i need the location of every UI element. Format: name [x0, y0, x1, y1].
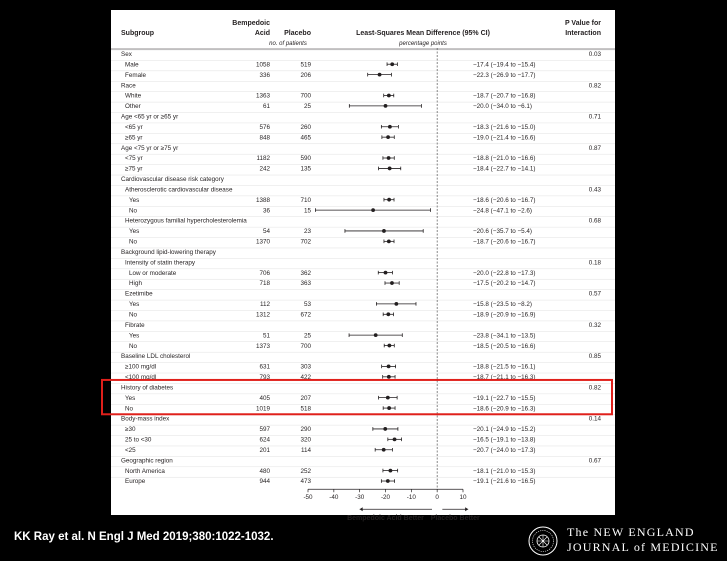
ci-text: −20.1 (−24.9 to −15.2) [473, 426, 536, 434]
estimate-mark [383, 312, 393, 316]
subgroup-row [111, 92, 615, 100]
subgroup-row [111, 300, 615, 308]
subgroup-row [111, 383, 615, 391]
bempedoic-count: 242 [259, 165, 270, 173]
subgroup-row [111, 248, 615, 256]
bempedoic-count: 61 [262, 103, 270, 111]
p-value: 0.85 [588, 353, 601, 361]
placebo-count: 519 [300, 61, 311, 69]
point-estimate [374, 333, 378, 337]
placebo-count: 290 [300, 426, 311, 434]
subgroup-row [111, 467, 615, 475]
point-estimate [387, 375, 391, 379]
subgroup-row [111, 81, 615, 89]
bempedoic-count: 1312 [255, 311, 270, 319]
subgroup-row [111, 363, 615, 371]
estimate-mark [384, 344, 394, 348]
subgroup-label: <75 yr [125, 155, 143, 163]
subgroup-row [111, 217, 615, 225]
placebo-count: 702 [300, 238, 311, 246]
highlight-box [102, 380, 612, 414]
ci-text: −18.7 (−20.6 to −16.7) [473, 238, 536, 246]
forest-plot-figure [111, 10, 615, 523]
journal-name-line2: JOURNAL of MEDICINE [567, 540, 719, 554]
ci-text: −18.8 (−21.0 to −16.6) [473, 155, 536, 163]
p-value: 0.82 [588, 82, 601, 90]
x-tick-label: 10 [459, 494, 467, 502]
ci-text: −20.6 (−35.7 to −5.4) [473, 228, 532, 236]
bempedoic-count: 1182 [256, 155, 270, 163]
subgroup-label: Other [125, 103, 141, 111]
ci-text: −20.0 (−22.8 to −17.3) [473, 269, 536, 277]
p-value: 0.67 [588, 457, 601, 465]
subgroup-label: White [125, 92, 142, 100]
point-estimate [388, 125, 392, 129]
estimate-mark [382, 365, 396, 369]
bempedoic-count: 576 [259, 123, 270, 131]
subgroup-row [111, 290, 615, 298]
subgroup-row [111, 185, 615, 193]
subgroup-label: <100 mg/dl [125, 374, 157, 382]
subgroup-row [111, 113, 615, 121]
subgroup-row [111, 436, 615, 444]
bempedoic-count: 54 [262, 228, 270, 236]
subgroup-row [111, 175, 615, 183]
estimate-mark [349, 104, 421, 108]
estimate-mark [378, 271, 392, 275]
subgroup-row [111, 269, 615, 277]
ci-text: −17.5 (−20.2 to −14.7) [473, 280, 536, 288]
subgroup-row [111, 154, 615, 162]
subgroup-label: Male [125, 61, 139, 69]
estimate-mark [376, 302, 416, 306]
placebo-count: 590 [300, 155, 311, 163]
p-value: 0.18 [588, 259, 601, 267]
point-estimate [388, 167, 392, 171]
estimate-mark [383, 156, 394, 160]
point-estimate [393, 437, 397, 441]
bempedoic-count: 793 [259, 374, 270, 382]
subgroup-label: No [129, 342, 138, 350]
estimate-mark [382, 135, 394, 139]
x-tick-label: -20 [380, 494, 391, 502]
placebo-count: 25 [303, 332, 311, 340]
ci-text: −18.6 (−20.6 to −16.7) [473, 196, 536, 204]
subgroup-label: Atherosclerotic cardiovascular disease [125, 186, 233, 194]
p-value: 0.43 [588, 186, 601, 194]
ci-text: −18.1 (−21.0 to −15.3) [473, 467, 536, 475]
bempedoic-count: 624 [259, 436, 270, 444]
point-estimate [382, 229, 386, 233]
p-value: 0.14 [588, 415, 601, 423]
estimate-mark [385, 281, 399, 285]
subgroup-label: Cardiovascular disease risk category [121, 176, 224, 184]
bempedoic-count: 597 [259, 426, 270, 434]
ci-text: −18.9 (−20.9 to −16.9) [473, 311, 536, 319]
point-estimate [384, 104, 388, 108]
subgroup-label: Race [121, 82, 136, 90]
point-estimate [390, 62, 394, 66]
estimate-mark [373, 427, 398, 431]
ci-text: −16.5 (−19.1 to −13.8) [473, 436, 536, 444]
subgroup-label: Yes [129, 228, 140, 236]
placebo-count: 207 [300, 394, 311, 402]
placebo-count: 114 [300, 446, 311, 454]
ci-text: −23.8 (−34.1 to −13.5) [473, 332, 536, 340]
bempedoic-count: 1019 [255, 405, 270, 413]
subgroup-row [111, 352, 615, 360]
forest-plot [111, 10, 615, 523]
estimate-mark [387, 62, 397, 66]
placebo-count: 700 [300, 342, 311, 350]
point-estimate [387, 365, 391, 369]
placebo-count: 473 [300, 478, 311, 486]
p-value: 0.68 [588, 217, 601, 225]
header-subgroup: Subgroup [121, 30, 155, 37]
p-value: 0.87 [588, 144, 601, 152]
subgroup-row [111, 123, 615, 131]
forest-marks [315, 62, 430, 483]
subgroup-label: Geographic region [121, 457, 173, 465]
header-lsmd: Least-Squares Mean Difference (95% CI) [356, 30, 490, 37]
subgroup-label: Sex [121, 51, 132, 58]
estimate-mark [384, 239, 394, 243]
point-estimate [387, 239, 391, 243]
estimate-mark [345, 229, 423, 233]
subgroup-label: Age <75 yr or ≥75 yr [121, 144, 179, 152]
ci-text: −15.8 (−23.5 to −8.2) [473, 301, 532, 309]
point-estimate [394, 302, 398, 306]
point-estimate [382, 448, 386, 452]
placebo-count: 23 [303, 228, 311, 236]
point-estimate [389, 469, 393, 473]
subgroup-row [111, 311, 615, 319]
placebo-count: 710 [300, 196, 311, 204]
bempedoic-count: 1370 [255, 238, 270, 246]
placebo-count: 135 [300, 165, 311, 173]
placebo-count: 53 [303, 301, 311, 309]
placebo-count: 206 [300, 71, 311, 79]
bempedoic-count: 718 [259, 280, 270, 288]
subgroup-label: Yes [129, 332, 140, 340]
p-value: 0.82 [588, 384, 601, 392]
point-estimate [387, 156, 391, 160]
subgroup-row [111, 456, 615, 464]
subgroup-row [111, 446, 615, 454]
subgroup-label: <65 yr [125, 123, 143, 131]
ci-text: −19.1 (−22.7 to −15.5) [473, 394, 536, 402]
ci-text: −22.3 (−26.9 to −17.7) [473, 71, 536, 79]
bempedoic-count: 1363 [255, 92, 270, 100]
bempedoic-count: 405 [259, 394, 270, 402]
subgroup-row [111, 71, 615, 79]
placebo-count: 518 [300, 405, 311, 413]
subgroup-label: History of diabetes [121, 384, 174, 392]
ci-text: −17.4 (−19.4 to −15.4) [473, 61, 536, 69]
x-left-label: Bempedoic Acid Better [347, 515, 424, 523]
ci-text: −18.3 (−21.6 to −15.0) [473, 123, 536, 131]
subgroup-label: Intensity of statin therapy [125, 259, 196, 267]
subgroup-label: No [129, 207, 138, 215]
x-tick-label: -30 [355, 494, 365, 502]
estimate-mark [349, 333, 402, 337]
header-pvalue-line1: P Value for [564, 20, 601, 27]
bempedoic-count: 336 [259, 71, 270, 79]
estimate-mark [368, 73, 392, 77]
x-tick-label: 0 [435, 494, 439, 502]
subgroup-label: North America [125, 467, 165, 475]
subgroup-label: Yes [129, 196, 140, 204]
subgroup-label: Age <65 yr or ≥65 yr [121, 113, 179, 121]
subgroup-label: Yes [125, 394, 136, 402]
bempedoic-count: 36 [262, 207, 270, 215]
subgroup-label: Background lipid-lowering therapy [121, 248, 216, 256]
subgroup-row [111, 238, 615, 246]
placebo-count: 25 [303, 103, 311, 111]
x-tick-label: -50 [303, 494, 313, 502]
subgroup-row [111, 394, 615, 402]
placebo-count: 465 [300, 134, 311, 142]
estimate-mark [384, 198, 394, 202]
point-estimate [387, 94, 391, 98]
subgroup-label: Female [125, 71, 146, 79]
subgroup-row [111, 477, 615, 485]
arrow-left-head [360, 507, 363, 511]
subgroup-label: ≥65 yr [125, 134, 143, 142]
estimate-mark [383, 469, 398, 473]
point-estimate [383, 427, 387, 431]
point-estimate [384, 271, 388, 275]
subgroup-row [111, 415, 615, 423]
subgroup-row [111, 165, 615, 173]
estimate-mark [383, 375, 395, 379]
subgroup-label: Ezetimibe [125, 290, 153, 298]
placebo-count: 363 [300, 280, 311, 288]
ci-text: −18.4 (−22.7 to −14.1) [473, 165, 536, 173]
estimate-mark [379, 167, 401, 171]
placebo-count: 320 [300, 436, 311, 444]
x-tick-label: -10 [406, 494, 416, 502]
estimate-mark [375, 448, 392, 452]
header-bempedoic-line2: Acid [254, 30, 270, 37]
placebo-count: 362 [300, 269, 311, 277]
arrow-right-head [465, 507, 468, 511]
placebo-count: 422 [300, 374, 311, 382]
ci-text: −18.7 (−21.1 to −16.3) [473, 374, 536, 382]
subgroup-row [111, 321, 615, 329]
point-estimate [390, 281, 394, 285]
estimate-mark [384, 94, 394, 98]
bempedoic-count: 480 [259, 467, 270, 475]
subgroup-label: Body-mass index [121, 415, 170, 423]
bempedoic-count: 944 [259, 478, 270, 486]
subgroup-label: Yes [129, 301, 140, 309]
header-placebo: Placebo [284, 30, 311, 37]
point-estimate [386, 312, 390, 316]
subgroup-row [111, 133, 615, 141]
p-value: 0.03 [588, 51, 601, 58]
bempedoic-count: 1373 [255, 342, 270, 350]
estimate-mark [381, 125, 398, 129]
ci-text: −19.1 (−21.6 to −16.5) [473, 478, 536, 486]
point-estimate [386, 396, 390, 400]
subgroup-row [111, 196, 615, 204]
ci-text: −18.7 (−20.7 to −16.8) [473, 92, 536, 100]
placebo-count: 252 [300, 467, 311, 475]
ci-text: −24.8 (−47.1 to −2.6) [473, 207, 532, 215]
subgroup-row [111, 258, 615, 266]
x-right-label: Placebo Better [430, 515, 480, 523]
ci-text: −20.0 (−34.0 to −6.1) [473, 103, 532, 111]
bempedoic-count: 112 [259, 301, 270, 309]
ci-text: −18.5 (−20.5 to −16.6) [473, 342, 536, 350]
bempedoic-count: 1388 [255, 196, 270, 204]
estimate-mark [379, 396, 398, 400]
point-estimate [386, 135, 390, 139]
p-value: 0.57 [588, 290, 601, 298]
bempedoic-count: 1058 [255, 61, 270, 69]
subgroup-row [111, 60, 615, 68]
ci-text: −18.6 (−20.9 to −16.3) [473, 405, 536, 413]
placebo-count: 700 [300, 92, 311, 100]
subgroup-label: Baseline LDL cholesterol [121, 353, 191, 361]
ci-text: −18.8 (−21.5 to −16.1) [473, 363, 536, 371]
subgroup-label: Europe [125, 478, 146, 486]
subgroup-label: ≥30 [125, 426, 136, 434]
nejm-seal-logo [528, 526, 558, 556]
bempedoic-count: 848 [259, 134, 270, 142]
subgroup-row [111, 342, 615, 350]
subgroup-row [111, 404, 615, 412]
point-estimate [386, 479, 390, 483]
subgroup-row [111, 144, 615, 152]
point-estimate [371, 208, 375, 212]
journal-name-line1: The NEW ENGLAND [567, 525, 695, 539]
subgroup-label: No [125, 405, 134, 413]
placebo-count: 15 [303, 207, 311, 215]
subgroup-label: Heterozygous familial hypercholesterolemia [125, 217, 247, 225]
placebo-count: 303 [300, 363, 311, 371]
placebo-count: 672 [300, 311, 311, 319]
subgroup-label: ≥75 yr [125, 165, 143, 173]
citation: KK Ray et al. N Engl J Med 2019;380:1022-1032. [14, 531, 274, 543]
subgroup-label: <25 [125, 446, 136, 454]
subheader-percentage-points: percentage points [399, 41, 447, 47]
ci-text: −20.7 (−24.0 to −17.3) [473, 446, 536, 454]
estimate-mark [388, 437, 402, 441]
subgroup-label: No [129, 311, 138, 319]
subgroup-rows [111, 50, 615, 485]
subgroup-label: Fibrate [125, 321, 145, 329]
bempedoic-count: 201 [259, 446, 270, 454]
header-pvalue-line2: Interaction [565, 30, 601, 37]
point-estimate [387, 406, 391, 410]
point-estimate [387, 198, 391, 202]
subgroup-row [111, 425, 615, 433]
point-estimate [387, 344, 391, 348]
p-value: 0.32 [588, 321, 601, 329]
subheader-no-patients: no. of patients [269, 41, 307, 47]
bempedoic-count: 631 [259, 363, 270, 371]
estimate-mark [383, 406, 395, 410]
point-estimate [378, 73, 382, 77]
ci-text: −19.0 (−21.4 to −16.6) [473, 134, 536, 142]
subgroup-label: 25 to <30 [125, 436, 152, 444]
subgroup-label: Low or moderate [129, 269, 177, 277]
subgroup-label: ≥100 mg/dl [125, 363, 157, 371]
bempedoic-count: 51 [262, 332, 270, 340]
p-value: 0.71 [588, 113, 601, 121]
estimate-mark [381, 479, 394, 483]
subgroup-label: No [129, 238, 138, 246]
placebo-count: 260 [300, 123, 311, 131]
subgroup-row [111, 279, 615, 287]
x-tick-label: -40 [329, 494, 339, 502]
bempedoic-count: 706 [259, 269, 270, 277]
subgroup-label: High [129, 280, 142, 288]
subgroup-row [111, 50, 615, 58]
header-bempedoic-line1: Bempedoic [232, 20, 270, 27]
x-axis [300, 48, 480, 523]
estimate-mark [315, 208, 430, 212]
